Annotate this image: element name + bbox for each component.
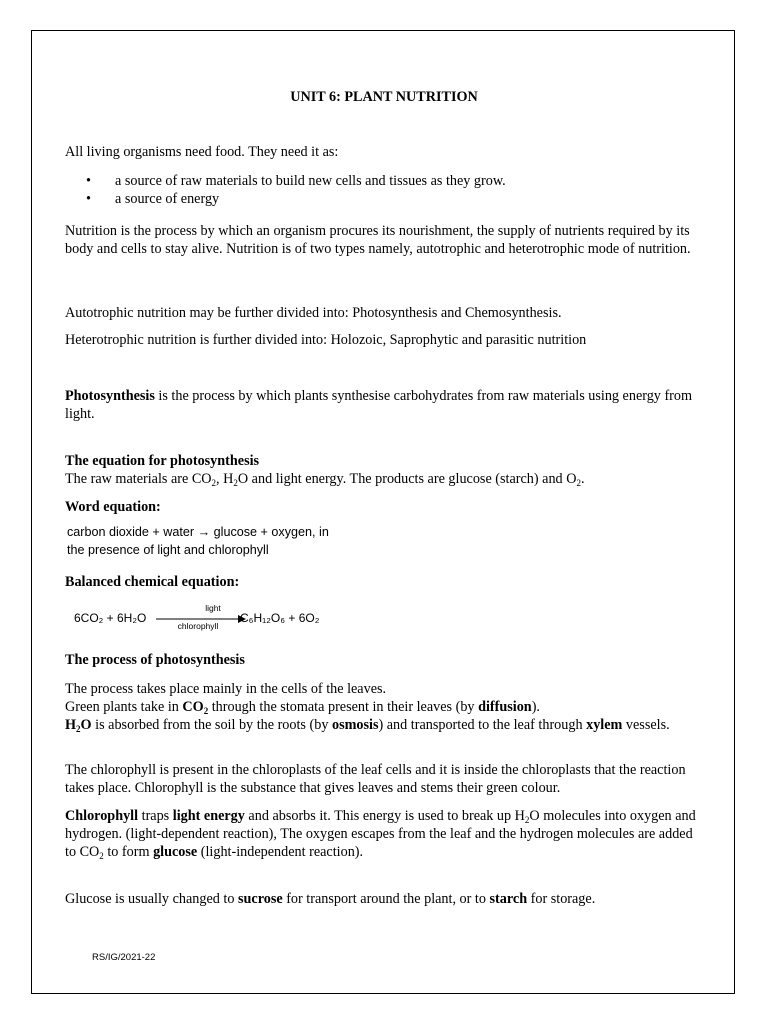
equation-reactants: 6CO₂ + 6H₂O (74, 611, 147, 625)
bullet-list (65, 172, 506, 208)
arrow-label-light: light (205, 603, 221, 613)
process-paragraph (65, 680, 705, 734)
word-equation (67, 523, 707, 559)
process-line-3: $H_2O$ is absorbed from the soil by the roots (by osmosis) and transported to the leaf through xylem vessels. (65, 717, 670, 734)
autotrophic-text: Autotrophic nutrition may be further divided into: Photosynthesis and Chemosynthesis. (65, 305, 562, 321)
photosynthesis-term: Photosynthesis (65, 388, 155, 404)
list-item: • a source of energy (86, 191, 220, 207)
word-equation-heading: Word equation: (65, 499, 161, 515)
equation-heading: The equation for photosynthesis (65, 453, 260, 469)
bullet-icon: • (86, 173, 91, 189)
chlorophyll-paragraph: The chlorophyll is present in the chloroplasts of the leaf cells and it is inside the chloroplasts that the reaction takes place. Chlorophyll is the substance that gives leaves and stems their green colour. (65, 762, 686, 796)
process-line-2: Green plants take in $CO_2$ through the stomata present in their leaves (by diffusion). (65, 699, 540, 716)
page-title: UNIT 6: PLANT NUTRITION (290, 89, 478, 105)
word-equation-line-1: carbon dioxide + water → glucose + oxygen, in (67, 525, 329, 539)
raw-materials-text: The raw materials are $CO_2$, $H_2O$ and light energy. The products are glucose (starch) and $O_2$. (65, 471, 585, 488)
balanced-equation (74, 603, 374, 633)
process-heading: The process of photosynthesis (65, 652, 245, 668)
process-line-1: The process takes place mainly in the cells of the leaves. (65, 681, 387, 697)
intro-text: All living organisms need food. They need it as: (65, 144, 339, 160)
heterotrophic-text: Heterotrophic nutrition is further divided into: Holozoic, Saprophytic and parasitic nutrition (65, 332, 587, 348)
nutrition-definition: Nutrition is the process by which an organism procures its nourishment, the supply of nutrients required by its body and cells to stay alive. Nutrition is of two types namely, autotrophic and heterotrophic mode of nutrition. (65, 223, 691, 257)
arrow-label-chlorophyll: chlorophyll (177, 621, 219, 631)
bullet-icon: • (86, 191, 91, 207)
photosynthesis-definition: Photosynthesis is the process by which plants synthesise carbohydrates from raw materials using energy from light. (65, 388, 693, 422)
glucose-paragraph: Glucose is usually changed to sucrose for transport around the plant, or to starch for storage. (65, 891, 596, 907)
arrow-icon: → (197, 525, 211, 539)
footer-code: RS/IG/2021-22 (92, 952, 156, 963)
word-equation-line-2: the presence of light and chlorophyll (67, 543, 269, 557)
list-item: • a source of raw materials to build new cells and tissues as they grow. (86, 173, 506, 189)
balanced-equation-heading: Balanced chemical equation: (65, 574, 240, 590)
light-energy-paragraph: Chlorophyll traps light energy and absorbs it. This energy is used to break up $H_2O$ molecules into oxygen and hydrogen. (light-dependent reaction), The oxygen escapes from the leaf and the hydrogen molecules are added to $CO_2$ to form glucose (light-independent reaction). (65, 808, 696, 861)
equation-products: C₆H₁₂O₆ + 6O₂ (240, 611, 320, 625)
